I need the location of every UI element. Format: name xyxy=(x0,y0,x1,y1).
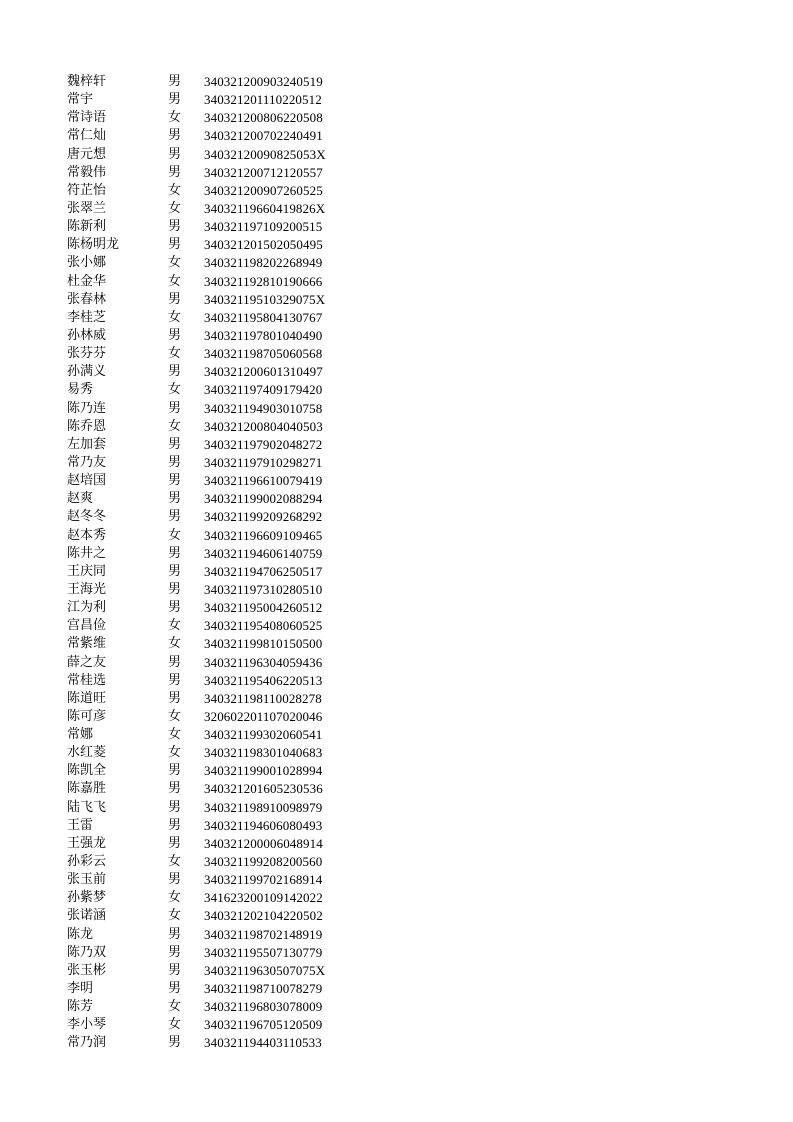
table-row xyxy=(67,563,367,581)
id-number-cell: 340321195406220513 xyxy=(204,672,323,688)
id-number-cell: 340321196609109465 xyxy=(204,527,323,543)
gender-cell: 男 xyxy=(168,219,182,235)
gender-cell: 男 xyxy=(168,237,182,253)
id-number-cell: 340321198702148919 xyxy=(204,926,323,942)
person-name-cell: 陈井之 xyxy=(67,545,107,561)
table-row xyxy=(67,127,367,145)
person-name-cell: 陈可彦 xyxy=(67,708,107,724)
id-number-cell: 340321199208200560 xyxy=(204,854,323,870)
gender-cell: 男 xyxy=(168,400,182,416)
person-name-cell: 易秀 xyxy=(67,382,94,398)
id-number-cell: 340321194606140759 xyxy=(204,545,323,561)
table-row xyxy=(67,109,367,127)
gender-cell: 男 xyxy=(168,581,182,597)
person-name-cell: 李小琴 xyxy=(67,1017,107,1033)
gender-cell: 男 xyxy=(168,981,182,997)
table-row xyxy=(67,962,367,980)
table-row xyxy=(67,472,367,490)
person-name-cell: 张诺涵 xyxy=(67,908,107,924)
gender-cell: 女 xyxy=(168,745,182,761)
id-number-cell: 340321197902048272 xyxy=(204,436,323,452)
person-name-cell: 陈龙 xyxy=(67,926,94,942)
id-number-cell: 34032119510329075X xyxy=(204,291,326,307)
table-row xyxy=(67,236,367,254)
table-row xyxy=(67,835,367,853)
table-row xyxy=(67,744,367,762)
id-number-cell: 340321197409179420 xyxy=(204,382,323,398)
gender-cell: 女 xyxy=(168,854,182,870)
gender-cell: 女 xyxy=(168,273,182,289)
id-number-cell: 340321199810150500 xyxy=(204,636,323,652)
person-name-cell: 陈新利 xyxy=(67,219,107,235)
table-row xyxy=(67,146,367,164)
gender-cell: 男 xyxy=(168,74,182,89)
person-name-cell: 常桂选 xyxy=(67,672,107,688)
table-row xyxy=(67,762,367,780)
table-row xyxy=(67,998,367,1016)
id-number-cell: 340321195507130779 xyxy=(204,944,323,960)
id-number-cell: 340321197109200515 xyxy=(204,219,323,235)
person-name-cell: 常诗语 xyxy=(67,110,107,126)
table-row xyxy=(67,871,367,889)
person-name-cell: 孙紫梦 xyxy=(67,890,107,906)
table-row xyxy=(67,436,367,454)
gender-cell: 男 xyxy=(168,600,182,616)
id-number-cell: 340321199702168914 xyxy=(204,872,323,888)
gender-cell: 男 xyxy=(168,128,182,144)
person-name-cell: 符芷怡 xyxy=(67,182,107,198)
gender-cell: 男 xyxy=(168,164,182,180)
person-name-cell: 孙满义 xyxy=(67,364,107,380)
person-name-cell: 赵培国 xyxy=(67,473,107,489)
id-number-cell: 340321200806220508 xyxy=(204,110,323,126)
person-name-cell: 水红菱 xyxy=(67,745,107,761)
gender-cell: 女 xyxy=(168,418,182,434)
id-number-cell: 340321201605230536 xyxy=(204,781,323,797)
gender-cell: 女 xyxy=(168,727,182,743)
id-number-cell: 341623200109142022 xyxy=(204,890,323,906)
id-number-cell: 340321198301040683 xyxy=(204,745,323,761)
table-row xyxy=(67,690,367,708)
table-row xyxy=(67,853,367,871)
person-name-cell: 常宇 xyxy=(67,92,94,108)
table-row xyxy=(67,980,367,998)
gender-cell: 女 xyxy=(168,908,182,924)
id-number-cell: 340321199302060541 xyxy=(204,727,323,743)
person-name-cell: 宫昌俭 xyxy=(67,618,107,634)
person-name-cell: 常乃润 xyxy=(67,1035,107,1051)
person-name-cell: 陈芳 xyxy=(67,999,94,1015)
id-number-cell: 340321195804130767 xyxy=(204,309,323,325)
person-name-cell: 王海光 xyxy=(67,581,107,597)
gender-cell: 男 xyxy=(168,92,182,108)
id-number-cell: 340321194606080493 xyxy=(204,817,323,833)
table-row xyxy=(67,708,367,726)
table-row xyxy=(67,291,367,309)
person-name-cell: 杜金华 xyxy=(67,273,107,289)
gender-cell: 男 xyxy=(168,672,182,688)
id-number-cell: 340321200601310497 xyxy=(204,364,323,380)
id-number-cell: 340321202104220502 xyxy=(204,908,323,924)
id-number-cell: 34032119630507075X xyxy=(204,962,326,978)
table-row xyxy=(67,254,367,272)
person-name-cell: 张玉彬 xyxy=(67,962,107,978)
id-number-cell: 340321198910098979 xyxy=(204,799,323,815)
person-name-cell: 陈乃双 xyxy=(67,944,107,960)
person-name-cell: 张春林 xyxy=(67,291,107,307)
gender-cell: 男 xyxy=(168,491,182,507)
gender-cell: 女 xyxy=(168,708,182,724)
gender-cell: 女 xyxy=(168,999,182,1015)
id-number-cell: 340321201110220512 xyxy=(204,92,322,108)
id-number-cell: 320602201107020046 xyxy=(204,708,323,724)
table-row xyxy=(67,454,367,472)
person-name-cell: 孙林威 xyxy=(67,327,107,343)
gender-cell: 男 xyxy=(168,799,182,815)
table-row xyxy=(67,1016,367,1034)
table-row xyxy=(67,1034,367,1052)
id-number-cell: 340321197310280510 xyxy=(204,581,323,597)
gender-cell: 男 xyxy=(168,364,182,380)
gender-cell: 女 xyxy=(168,636,182,652)
id-number-cell: 340321195408060525 xyxy=(204,618,323,634)
id-number-cell: 340321200702240491 xyxy=(204,128,323,144)
roster-table xyxy=(67,73,367,1053)
id-number-cell: 340321200712120557 xyxy=(204,164,323,180)
person-name-cell: 左加套 xyxy=(67,436,107,452)
gender-cell: 男 xyxy=(168,781,182,797)
table-row xyxy=(67,73,367,91)
gender-cell: 女 xyxy=(168,346,182,362)
gender-cell: 男 xyxy=(168,454,182,470)
person-name-cell: 江为利 xyxy=(67,600,107,616)
gender-cell: 男 xyxy=(168,872,182,888)
person-name-cell: 陆飞飞 xyxy=(67,799,107,815)
table-row xyxy=(67,400,367,418)
table-row xyxy=(67,182,367,200)
person-name-cell: 常仁灿 xyxy=(67,128,107,144)
gender-cell: 女 xyxy=(168,200,182,216)
person-name-cell: 李明 xyxy=(67,981,94,997)
person-name-cell: 陈道旺 xyxy=(67,690,107,706)
gender-cell: 女 xyxy=(168,890,182,906)
id-number-cell: 340321200903240519 xyxy=(204,74,323,89)
person-name-cell: 陈杨明龙 xyxy=(67,237,120,253)
table-row xyxy=(67,218,367,236)
table-row xyxy=(67,581,367,599)
id-number-cell: 340321198705060568 xyxy=(204,346,323,362)
id-number-cell: 340321194903010758 xyxy=(204,400,323,416)
table-row xyxy=(67,635,367,653)
id-number-cell: 340321195004260512 xyxy=(204,600,323,616)
table-row xyxy=(67,617,367,635)
gender-cell: 女 xyxy=(168,110,182,126)
table-row xyxy=(67,672,367,690)
person-name-cell: 王强龙 xyxy=(67,835,107,851)
person-name-cell: 陈乔恩 xyxy=(67,418,107,434)
table-row xyxy=(67,527,367,545)
person-name-cell: 孙彩云 xyxy=(67,854,107,870)
gender-cell: 女 xyxy=(168,382,182,398)
id-number-cell: 340321196705120509 xyxy=(204,1017,323,1033)
id-number-cell: 340321199209268292 xyxy=(204,509,323,525)
gender-cell: 女 xyxy=(168,182,182,198)
gender-cell: 女 xyxy=(168,527,182,543)
gender-cell: 男 xyxy=(168,817,182,833)
gender-cell: 男 xyxy=(168,563,182,579)
table-row xyxy=(67,363,367,381)
id-number-cell: 34032119660419826X xyxy=(204,200,326,216)
table-row xyxy=(67,345,367,363)
person-name-cell: 唐元想 xyxy=(67,146,107,162)
id-number-cell: 340321194706250517 xyxy=(204,563,323,579)
table-row xyxy=(67,799,367,817)
id-number-cell: 340321200804040503 xyxy=(204,418,323,434)
table-row xyxy=(67,817,367,835)
gender-cell: 女 xyxy=(168,1017,182,1033)
gender-cell: 男 xyxy=(168,545,182,561)
id-number-cell: 340321198202268949 xyxy=(204,255,323,271)
person-name-cell: 张玉前 xyxy=(67,872,107,888)
id-number-cell: 340321196304059436 xyxy=(204,654,323,670)
table-row xyxy=(67,726,367,744)
id-number-cell: 340321194403110533 xyxy=(204,1035,322,1051)
person-name-cell: 张小娜 xyxy=(67,255,107,271)
table-row xyxy=(67,381,367,399)
id-number-cell: 34032120090825053X xyxy=(204,146,326,162)
person-name-cell: 陈凯全 xyxy=(67,763,107,779)
table-row xyxy=(67,889,367,907)
gender-cell: 男 xyxy=(168,509,182,525)
gender-cell: 男 xyxy=(168,327,182,343)
gender-cell: 女 xyxy=(168,309,182,325)
table-row xyxy=(67,273,367,291)
table-row xyxy=(67,508,367,526)
gender-cell: 男 xyxy=(168,654,182,670)
person-name-cell: 王庆同 xyxy=(67,563,107,579)
id-number-cell: 340321200006048914 xyxy=(204,835,323,851)
person-name-cell: 陈嘉胜 xyxy=(67,781,107,797)
person-name-cell: 常紫维 xyxy=(67,636,107,652)
table-row xyxy=(67,944,367,962)
table-row xyxy=(67,309,367,327)
person-name-cell: 常乃友 xyxy=(67,454,107,470)
gender-cell: 男 xyxy=(168,962,182,978)
gender-cell: 男 xyxy=(168,436,182,452)
id-number-cell: 340321192810190666 xyxy=(204,273,323,289)
gender-cell: 男 xyxy=(168,690,182,706)
person-name-cell: 李桂芝 xyxy=(67,309,107,325)
id-number-cell: 340321201502050495 xyxy=(204,237,323,253)
person-name-cell: 常毅伟 xyxy=(67,164,107,180)
table-row xyxy=(67,654,367,672)
gender-cell: 女 xyxy=(168,255,182,271)
gender-cell: 男 xyxy=(168,473,182,489)
table-row xyxy=(67,164,367,182)
person-name-cell: 薛之友 xyxy=(67,654,107,670)
id-number-cell: 340321198710078279 xyxy=(204,981,323,997)
person-name-cell: 魏梓轩 xyxy=(67,74,107,89)
person-name-cell: 张芬芬 xyxy=(67,346,107,362)
id-number-cell: 340321199002088294 xyxy=(204,491,323,507)
table-row xyxy=(67,926,367,944)
gender-cell: 男 xyxy=(168,1035,182,1051)
id-number-cell: 340321198110028278 xyxy=(204,690,322,706)
gender-cell: 男 xyxy=(168,146,182,162)
person-name-cell: 赵冬冬 xyxy=(67,509,107,525)
table-row xyxy=(67,599,367,617)
gender-cell: 男 xyxy=(168,763,182,779)
table-row xyxy=(67,490,367,508)
id-number-cell: 340321197910298271 xyxy=(204,454,323,470)
gender-cell: 男 xyxy=(168,291,182,307)
id-number-cell: 340321196803078009 xyxy=(204,999,323,1015)
gender-cell: 男 xyxy=(168,944,182,960)
gender-cell: 男 xyxy=(168,835,182,851)
table-row xyxy=(67,91,367,109)
table-row xyxy=(67,327,367,345)
person-name-cell: 赵爽 xyxy=(67,491,94,507)
table-row xyxy=(67,418,367,436)
person-name-cell: 常娜 xyxy=(67,727,94,743)
table-row xyxy=(67,907,367,925)
gender-cell: 女 xyxy=(168,618,182,634)
table-row xyxy=(67,200,367,218)
table-row xyxy=(67,780,367,798)
gender-cell: 男 xyxy=(168,926,182,942)
person-name-cell: 张翠兰 xyxy=(67,200,107,216)
table-row xyxy=(67,545,367,563)
person-name-cell: 王雷 xyxy=(67,817,94,833)
id-number-cell: 340321197801040490 xyxy=(204,327,323,343)
id-number-cell: 340321199001028994 xyxy=(204,763,323,779)
id-number-cell: 340321196610079419 xyxy=(204,473,323,489)
person-name-cell: 赵本秀 xyxy=(67,527,107,543)
id-number-cell: 340321200907260525 xyxy=(204,182,323,198)
person-name-cell: 陈乃连 xyxy=(67,400,107,416)
